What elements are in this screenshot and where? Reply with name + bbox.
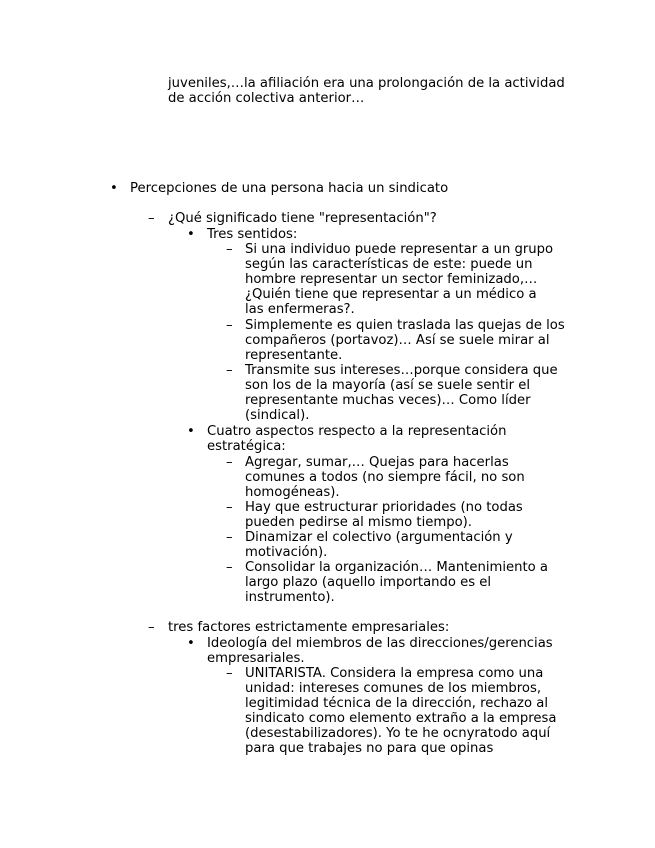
bullet-marker: • xyxy=(187,636,195,651)
dash-marker: – xyxy=(226,455,233,470)
text-line: de acción colectiva anterior… xyxy=(168,91,365,106)
text-line: son los de la mayoría (así se suele sentir el xyxy=(245,378,531,393)
bullet-marker: • xyxy=(187,424,195,439)
text-line: sindicato como elemento extraño a la empresa xyxy=(245,711,557,726)
text-line: representante muchas veces)… Como líder xyxy=(245,393,531,408)
text-line: (desestabilizadores). Yo te he ocnyratodo aquí xyxy=(245,726,551,741)
text-line: ¿Quién tiene que representar a un médico a xyxy=(245,287,537,302)
text-line: legitimidad técnica de la dirección, rechazo al xyxy=(245,696,548,711)
text-line: según las características de este: puede un xyxy=(245,257,533,272)
text-line: hombre representar un sector feminizado,… xyxy=(245,272,538,287)
text-line: (sindical). xyxy=(245,408,310,423)
dash-marker: – xyxy=(226,666,233,681)
list-item: Si una individuo puede representar a un grupo xyxy=(245,242,554,257)
text-line: unidad: intereses comunes de los miembros, xyxy=(245,681,542,696)
text-line: homogéneas). xyxy=(245,485,340,500)
dash-marker: – xyxy=(226,318,233,333)
dash-marker: – xyxy=(148,620,155,635)
text-line: compañeros (portavoz)… Así se suele mirar al xyxy=(245,333,550,348)
dash-marker: – xyxy=(226,530,233,545)
text-line: las enfermeras?. xyxy=(245,302,355,317)
list-item: Agregar, sumar,… Quejas para hacerlas xyxy=(245,455,509,470)
list-item: Cuatro aspectos respecto a la representación xyxy=(207,424,507,439)
dash-marker: – xyxy=(226,242,233,257)
list-item: ¿Qué significado tiene "representación"? xyxy=(168,211,437,226)
dash-marker: – xyxy=(226,500,233,515)
list-item: Tres sentidos: xyxy=(207,227,298,242)
dash-marker: – xyxy=(226,560,233,575)
text-line: para que trabajes no para que opinas xyxy=(245,741,494,756)
list-item: UNITARISTA. Considera la empresa como una xyxy=(245,666,544,681)
text-line: juveniles,…la afiliación era una prolongación de la actividad xyxy=(168,76,565,91)
text-line: representante. xyxy=(245,348,343,363)
text-line: estratégica: xyxy=(207,439,286,454)
list-item: Dinamizar el colectivo (argumentación y xyxy=(245,530,513,545)
dash-marker: – xyxy=(148,211,155,226)
text-line: pueden pedirse al mismo tiempo). xyxy=(245,515,472,530)
text-line: empresariales. xyxy=(207,651,305,666)
text-line: comunes a todos (no siempre fácil, no son xyxy=(245,470,525,485)
list-item: Hay que estructurar prioridades (no todas xyxy=(245,500,523,515)
list-item: tres factores estrictamente empresariales: xyxy=(168,620,450,635)
list-item: Transmite sus intereses…porque considera que xyxy=(245,363,558,378)
text-line: instrumento). xyxy=(245,590,335,605)
section-heading: Percepciones de una persona hacia un sindicato xyxy=(130,181,449,196)
text-line: motivación). xyxy=(245,545,328,560)
list-item: Consolidar la organización… Mantenimiento a xyxy=(245,560,548,575)
bullet-marker: • xyxy=(110,181,118,196)
bullet-marker: • xyxy=(187,227,195,242)
dash-marker: – xyxy=(226,363,233,378)
text-line: largo plazo (aquello importando es el xyxy=(245,575,492,590)
list-item: Ideología del miembros de las direcciones/gerencias xyxy=(207,636,553,651)
list-item: Simplemente es quien traslada las quejas de los xyxy=(245,318,565,333)
